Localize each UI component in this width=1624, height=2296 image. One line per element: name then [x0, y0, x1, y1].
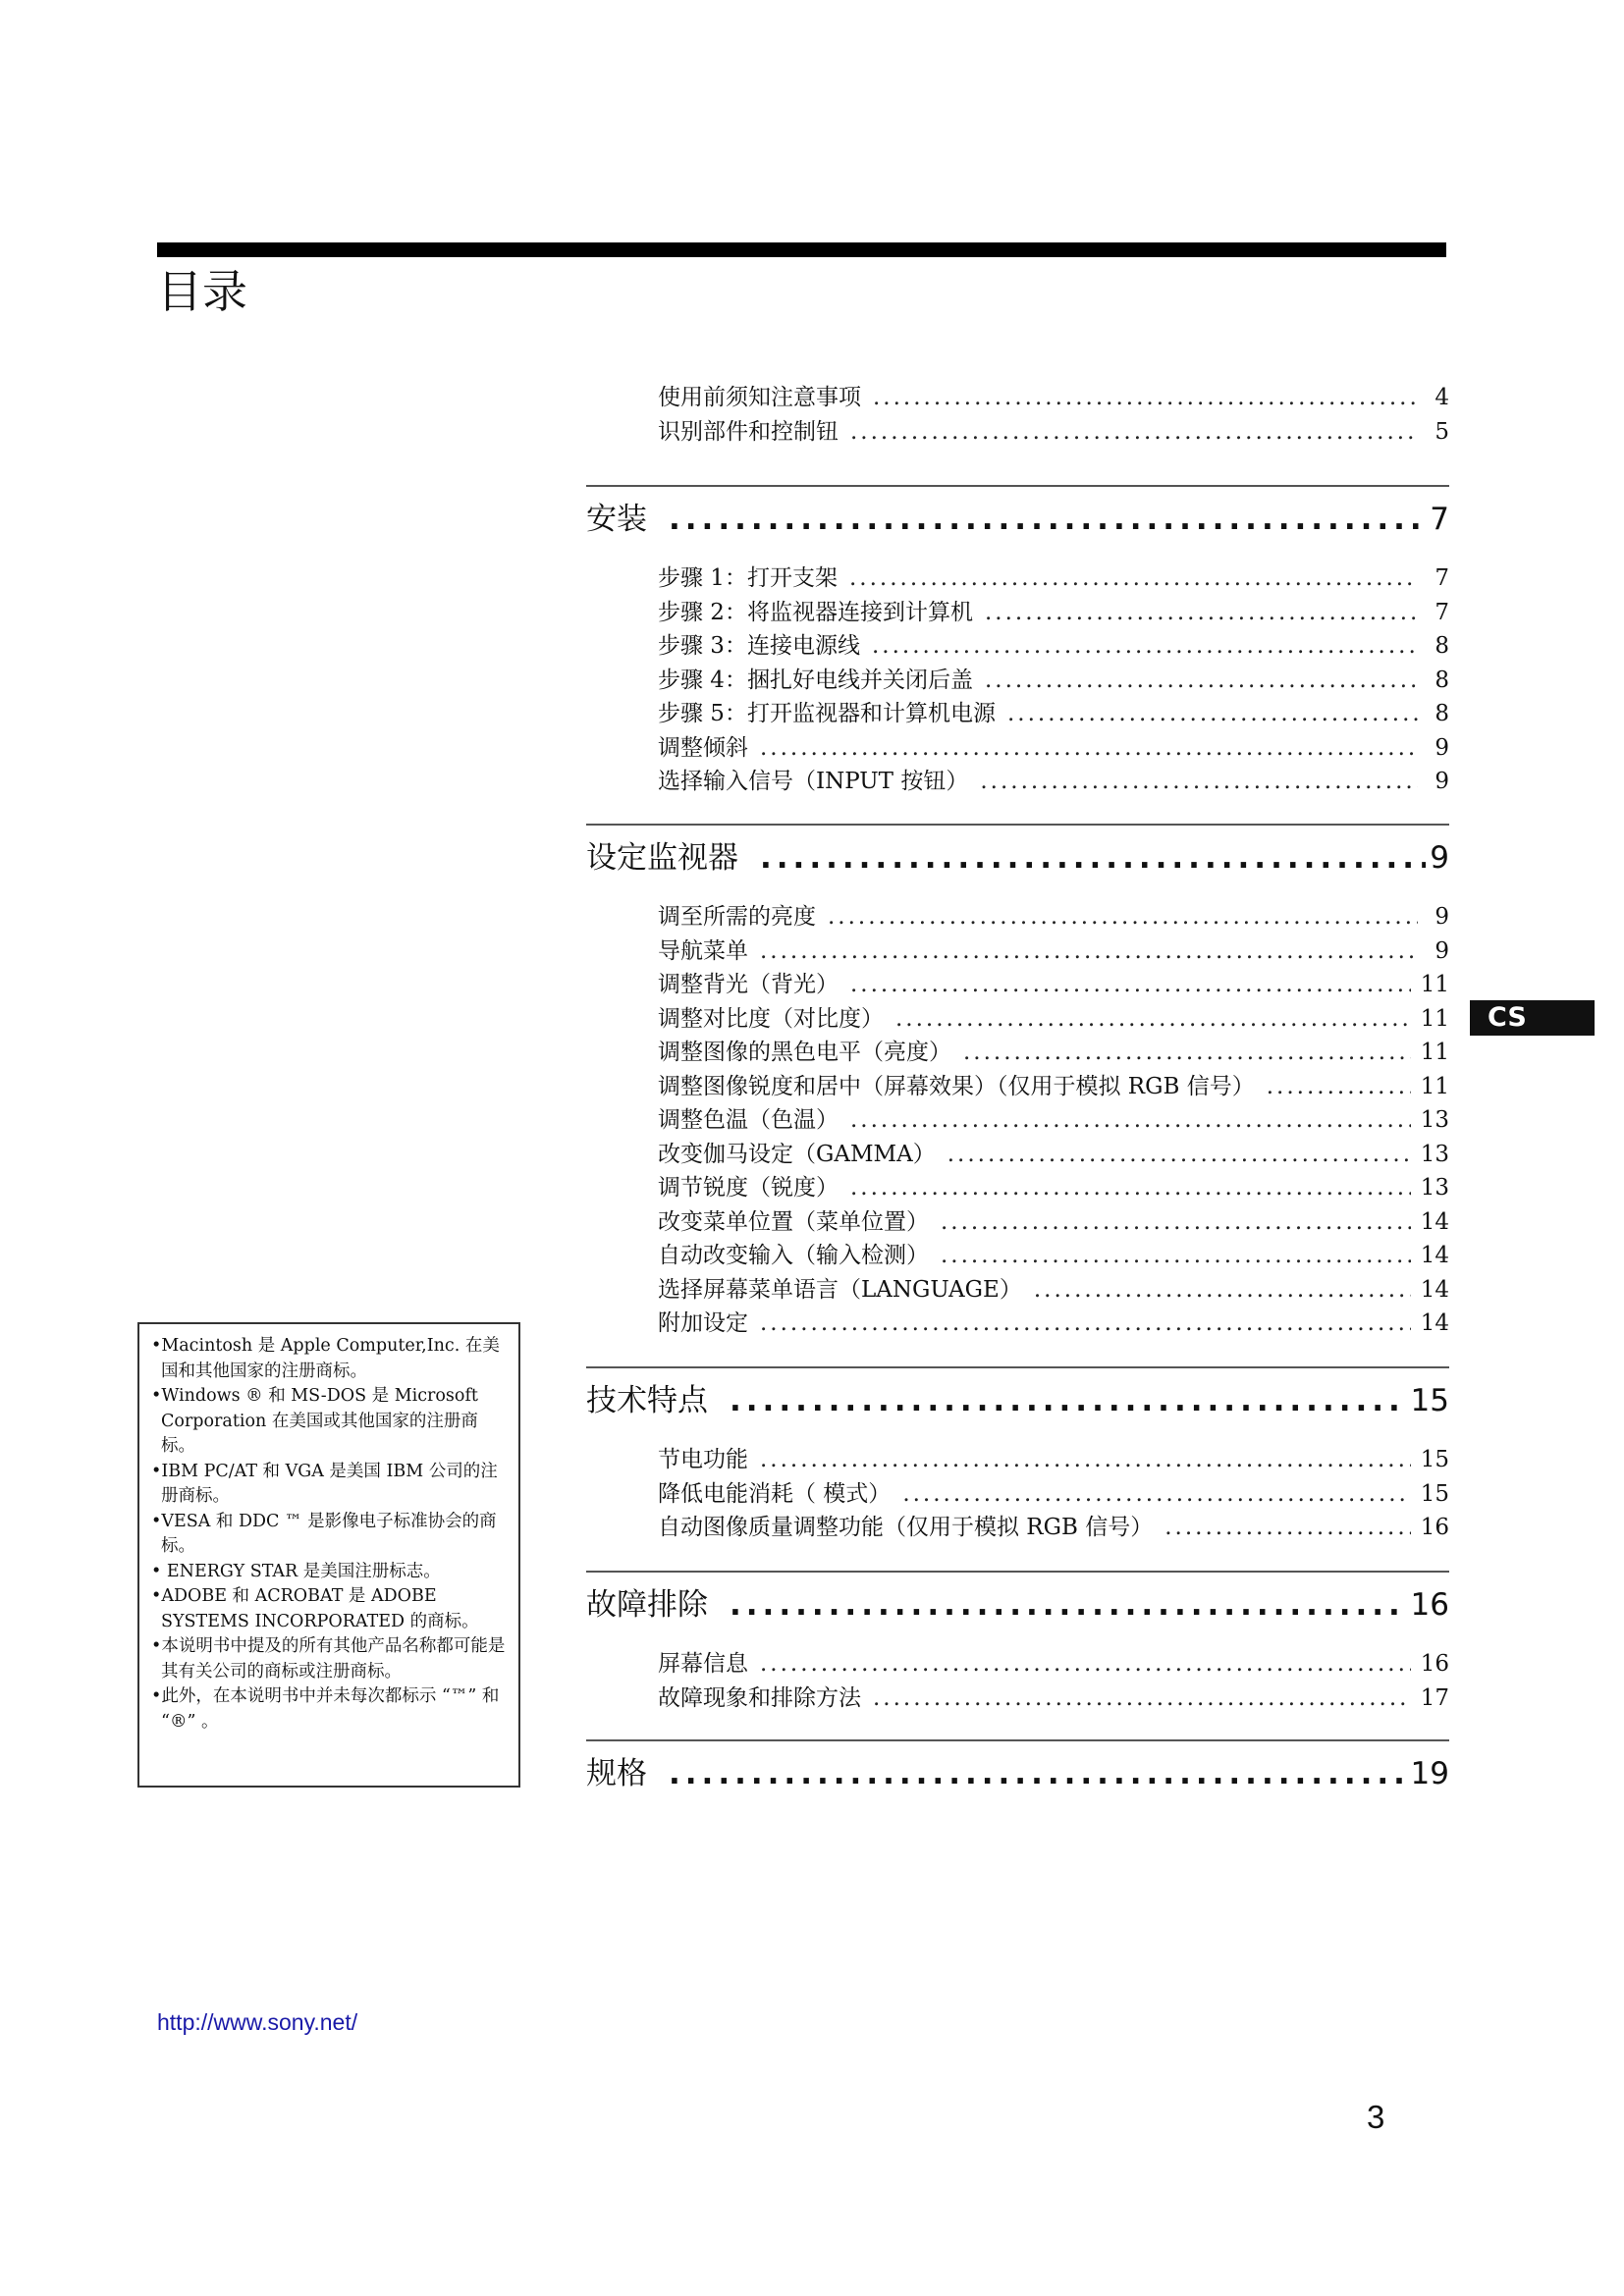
- dot-leader: [895, 1002, 1411, 1037]
- dot-leader: [980, 765, 1418, 799]
- toc-entry-page: 11: [1420, 1073, 1449, 1099]
- toc-entry-label: 调节锐度（锐度）: [658, 1175, 839, 1201]
- toc-entry[interactable]: [658, 1682, 1449, 1716]
- section-rule: [586, 1366, 1449, 1368]
- toc-entry-label: 调整背光（背光）: [658, 972, 839, 997]
- toc-section-heading[interactable]: [586, 491, 1449, 548]
- dot-leader: [941, 1239, 1411, 1273]
- section-page: 16: [1410, 1587, 1449, 1623]
- toc-entry-label: 步骤 5：打开监视器和计算机电源: [658, 701, 996, 726]
- toc-entry-label: 步骤 3：连接电源线: [658, 633, 860, 659]
- toc-entry[interactable]: [658, 934, 1449, 969]
- toc-entry-page: 9: [1435, 734, 1449, 761]
- trademark-note: • ENERGY STAR 是美国注册标志。: [151, 1561, 441, 1581]
- section-title: 安装: [586, 502, 647, 537]
- toc-section-heading[interactable]: [586, 1372, 1449, 1429]
- toc-entry-page: 15: [1420, 1480, 1449, 1507]
- dot-leader: [760, 1443, 1411, 1477]
- toc-entry-page: 8: [1435, 633, 1449, 659]
- toc-entry-page: 9: [1435, 937, 1449, 964]
- toc-entry-label: 调整图像锐度和居中（屏幕效果）（仅用于模拟 RGB 信号）: [658, 1073, 1255, 1099]
- toc-entry-page: 9: [1435, 769, 1449, 794]
- toc-entry-page: 13: [1420, 1107, 1449, 1133]
- toc-entry-page: 16: [1420, 1515, 1449, 1540]
- section-page: 9: [1430, 840, 1449, 876]
- toc-entry[interactable]: [658, 968, 1449, 1002]
- section-page: 7: [1430, 502, 1449, 537]
- toc-entry[interactable]: [658, 697, 1449, 731]
- dot-leader: [849, 561, 1418, 596]
- section-rule: [586, 824, 1449, 826]
- toc-entry[interactable]: [658, 664, 1449, 698]
- toc-entry-page: 11: [1420, 972, 1449, 997]
- toc-entry[interactable]: [658, 596, 1449, 630]
- dot-leader: [669, 1745, 1407, 1802]
- trademark-note: •VESA 和 DDC ™ 是影像电子标准协会的商标。: [151, 1511, 497, 1556]
- toc-entry-label: 步骤 1：打开支架: [658, 565, 838, 591]
- toc-entry-label: 故障现象和排除方法: [658, 1684, 861, 1711]
- toc-entry-label: 调整图像的黑色电平（亮度）: [658, 1040, 951, 1065]
- toc-entry-label: 调整色温（色温）: [658, 1107, 839, 1133]
- toc-section-install: [586, 485, 1449, 799]
- dot-leader: [963, 1036, 1411, 1070]
- dot-leader: [760, 1307, 1411, 1341]
- toc-entry[interactable]: [658, 1239, 1449, 1273]
- toc-entry-label: 导航菜单: [658, 937, 748, 964]
- toc-entry-page: 13: [1420, 1141, 1449, 1167]
- toc-entry[interactable]: [658, 1205, 1449, 1240]
- toc-entry-label: 屏幕信息: [658, 1651, 748, 1677]
- dot-leader: [985, 664, 1418, 698]
- toc-entry-page: 7: [1435, 565, 1449, 591]
- dot-leader: [760, 1647, 1411, 1682]
- toc-entry-label: 步骤 4：捆扎好电线并关闭后盖: [658, 667, 973, 693]
- toc-entry[interactable]: [658, 381, 1449, 415]
- toc-entry-page: 14: [1420, 1243, 1449, 1268]
- toc-entry-label: 降低电能消耗（ 模式）: [658, 1480, 892, 1507]
- toc-entry[interactable]: [658, 731, 1449, 766]
- trademark-notice-box: [137, 1322, 520, 1788]
- dot-leader: [1267, 1070, 1411, 1104]
- section-rule: [586, 1571, 1449, 1573]
- toc-entries: [658, 900, 1449, 1341]
- toc-entry-page: 17: [1420, 1684, 1449, 1711]
- dot-leader: [730, 1372, 1407, 1429]
- section-rule: [586, 1739, 1449, 1741]
- toc-entry[interactable]: [658, 1070, 1449, 1104]
- trademark-note: •Windows ® 和 MS-DOS 是 Microsoft Corporation 在美国或其他国家的注册商标。: [151, 1386, 478, 1456]
- toc-entry[interactable]: [658, 561, 1449, 596]
- dot-leader: [1007, 697, 1418, 731]
- section-page: 15: [1410, 1383, 1449, 1418]
- toc-entry-label: 选择屏幕菜单语言（LANGUAGE）: [658, 1276, 1022, 1303]
- toc-section-heading[interactable]: [586, 1745, 1449, 1802]
- dot-leader: [1034, 1273, 1411, 1308]
- toc-entry[interactable]: [658, 900, 1449, 934]
- language-tab: CS: [1470, 1000, 1595, 1036]
- toc-entries: [658, 1647, 1449, 1715]
- trademark-note: •此外，在本说明书中并未每次都标示 “™” 和 “®” 。: [151, 1686, 500, 1732]
- dot-leader: [760, 731, 1418, 766]
- dot-leader: [902, 1477, 1410, 1512]
- toc-entry-page: 16: [1420, 1651, 1449, 1677]
- trademark-note: •IBM PC/AT 和 VGA 是美国 IBM 公司的注册商标。: [151, 1461, 498, 1506]
- section-title: 规格: [586, 1756, 647, 1791]
- dot-leader: [850, 415, 1418, 450]
- page-number: 3: [1367, 2099, 1385, 2135]
- toc-entry-label: 识别部件和控制钮: [658, 418, 839, 445]
- dot-leader: [850, 1103, 1411, 1138]
- dot-leader: [730, 1576, 1407, 1633]
- toc-intro-entries: [658, 381, 1449, 449]
- toc-entry-label: 调至所需的亮度: [658, 904, 816, 930]
- section-title: 技术特点: [586, 1383, 708, 1418]
- toc-entry-page: 7: [1435, 599, 1449, 625]
- toc-entry[interactable]: [658, 1138, 1449, 1172]
- toc-entry[interactable]: [658, 415, 1449, 450]
- dot-leader: [947, 1138, 1411, 1172]
- toc-entry-page: 14: [1420, 1310, 1449, 1336]
- toc-entry-page: 5: [1435, 418, 1449, 445]
- footer-url-link[interactable]: http://www.sony.net/: [157, 2009, 358, 2035]
- toc-entry-page: 9: [1435, 904, 1449, 930]
- toc-entries: [658, 561, 1449, 799]
- dot-leader: [872, 629, 1418, 664]
- dot-leader: [760, 934, 1418, 969]
- dot-leader: [1164, 1511, 1411, 1545]
- toc-entry-page: 13: [1420, 1175, 1449, 1201]
- dot-leader: [760, 829, 1426, 886]
- toc-section-monitor-setup: [586, 824, 1449, 1341]
- dot-leader: [850, 968, 1411, 1002]
- toc-section-troubleshooting: [586, 1571, 1449, 1715]
- toc-entry-page: 14: [1420, 1208, 1449, 1235]
- toc-entry-label: 节电功能: [658, 1447, 748, 1472]
- toc-entry[interactable]: [658, 1443, 1449, 1477]
- toc-entry[interactable]: [658, 1647, 1449, 1682]
- trademark-note: •Macintosh 是 Apple Computer,Inc. 在美国和其他国家的注册商标。: [151, 1336, 500, 1381]
- toc-entry[interactable]: [658, 1307, 1449, 1341]
- toc-entry-label: 调整对比度（对比度）: [658, 1005, 884, 1032]
- toc-entry-page: 15: [1420, 1447, 1449, 1472]
- toc-entries: [658, 1443, 1449, 1545]
- toc-entry[interactable]: [658, 1477, 1449, 1512]
- toc-entry-label: 附加设定: [658, 1310, 748, 1336]
- toc-entry-label: 改变伽马设定（GAMMA）: [658, 1141, 936, 1167]
- toc-entry-label: 改变菜单位置（菜单位置）: [658, 1208, 929, 1235]
- dot-leader: [828, 900, 1418, 934]
- toc-entry-page: 8: [1435, 701, 1449, 726]
- dot-leader: [669, 491, 1426, 548]
- dot-leader: [850, 1171, 1411, 1205]
- toc-entry[interactable]: [658, 1171, 1449, 1205]
- dot-leader: [941, 1205, 1411, 1240]
- toc-section-specifications: [586, 1739, 1449, 1802]
- toc-entry[interactable]: [658, 765, 1449, 799]
- toc-entry-page: 11: [1420, 1005, 1449, 1032]
- toc-entry-page: 11: [1420, 1040, 1449, 1065]
- toc-entry[interactable]: [658, 1036, 1449, 1070]
- page-title: 目录: [157, 265, 247, 318]
- toc-entry-label: 使用前须知注意事项: [658, 385, 861, 410]
- toc-entry-label: 选择输入信号（INPUT 按钮）: [658, 769, 969, 794]
- toc-entry-page: 14: [1420, 1276, 1449, 1303]
- toc-entry[interactable]: [658, 1273, 1449, 1308]
- toc-section-heading[interactable]: [586, 829, 1449, 886]
- section-rule: [586, 485, 1449, 487]
- toc-section-tech-features: [586, 1366, 1449, 1545]
- toc-entry-page: 4: [1435, 385, 1449, 410]
- section-title: 故障排除: [586, 1587, 708, 1623]
- toc-section-heading[interactable]: [586, 1576, 1449, 1633]
- toc-entry-label: 自动图像质量调整功能（仅用于模拟 RGB 信号）: [658, 1515, 1154, 1540]
- toc-entry-label: 自动改变输入（输入检测）: [658, 1243, 929, 1268]
- toc-entry-label: 调整倾斜: [658, 734, 748, 761]
- section-title: 设定监视器: [586, 840, 738, 876]
- section-page: 19: [1410, 1756, 1449, 1791]
- toc-entry-label: 步骤 2：将监视器连接到计算机: [658, 599, 973, 625]
- trademark-note: •ADOBE 和 ACROBAT 是 ADOBE SYSTEMS INCORPORATED 的商标。: [151, 1586, 479, 1631]
- toc-entry-page: 8: [1435, 667, 1449, 693]
- toc-entry[interactable]: [658, 1002, 1449, 1037]
- toc-entry[interactable]: [658, 1511, 1449, 1545]
- dot-leader: [985, 596, 1418, 630]
- toc-entry[interactable]: [658, 1103, 1449, 1138]
- dot-leader: [873, 381, 1418, 415]
- toc-entry[interactable]: [658, 629, 1449, 664]
- trademark-note: •本说明书中提及的所有其他产品名称都可能是其有关公司的商标或注册商标。: [151, 1636, 506, 1682]
- dot-leader: [873, 1682, 1411, 1716]
